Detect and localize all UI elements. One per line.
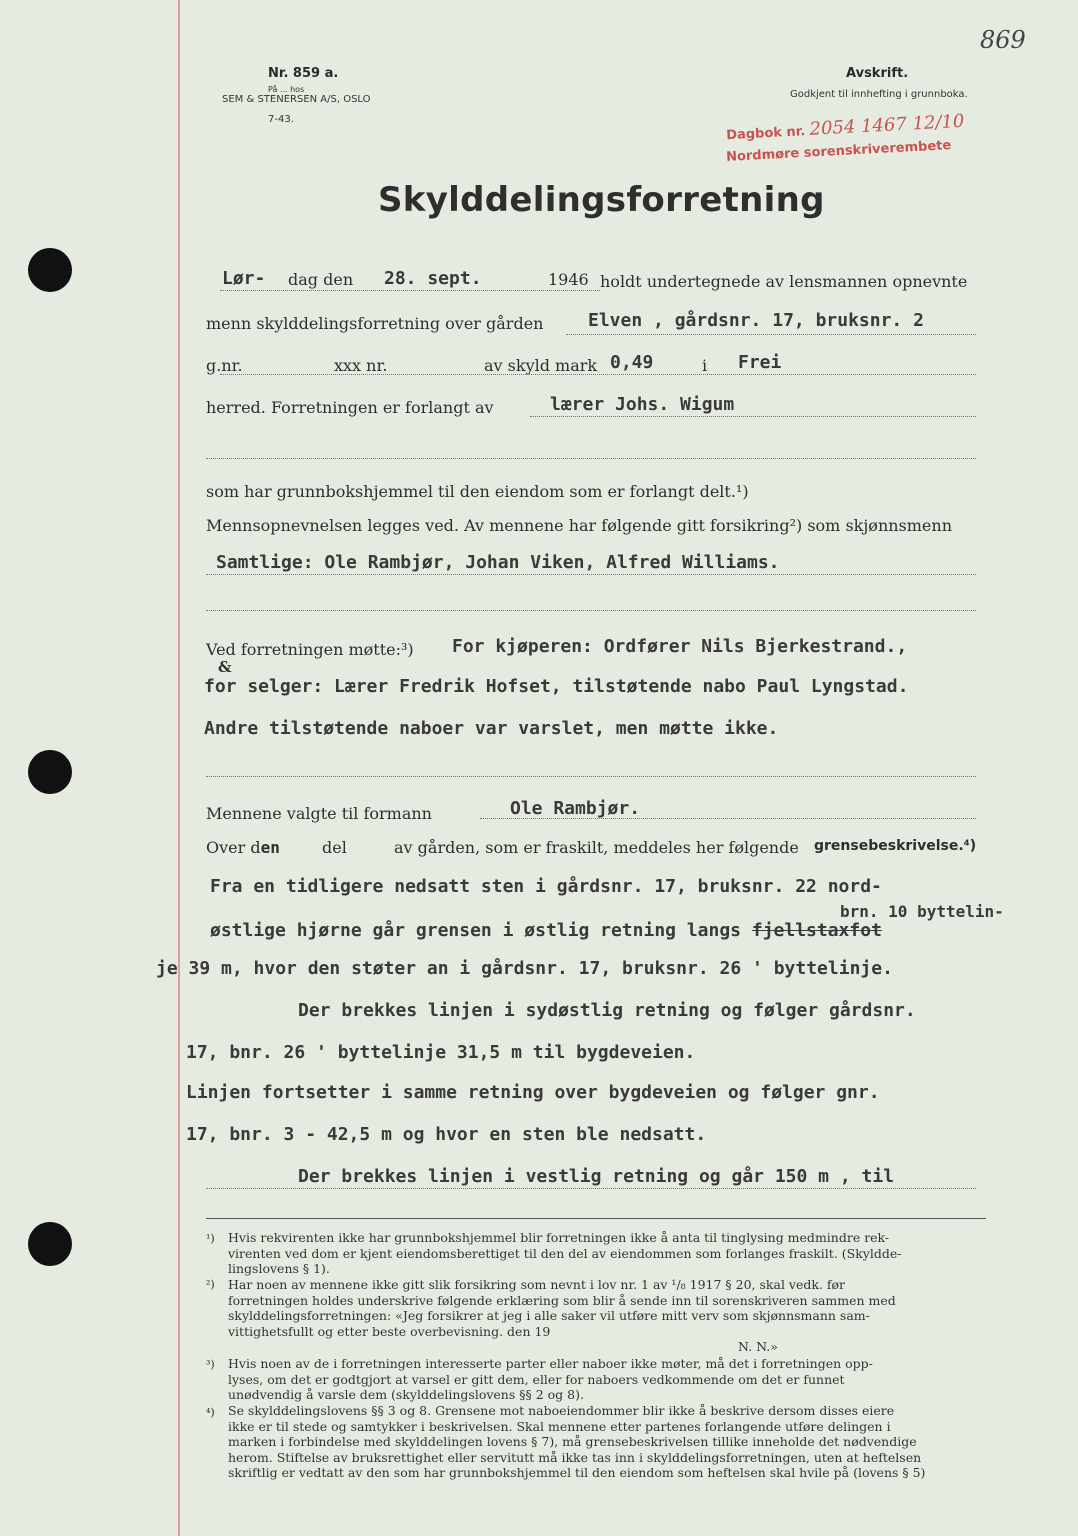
property-name: Elven , gårdsnr. 17, bruksnr. 2 xyxy=(588,310,924,331)
assessors-names: Samtlige: Ole Rambjør, Johan Viken, Alfred Williams. xyxy=(216,552,780,573)
boundary-line-3: je 39 m, hvor den støter an i gårdsnr. 17, bruksnr. 26 ' byttelinje. xyxy=(156,958,893,979)
day-prefix: Lør- xyxy=(222,268,266,289)
footnote-2-signature: N. N.» xyxy=(738,1339,778,1354)
footnote-2-line: Har noen av mennene ikke gitt slik forsikring som nevnt i lov nr. 1 av ¹/₈ 1917 § 20, skal vedk. før xyxy=(228,1277,846,1292)
footnote-mark-2: ²) xyxy=(206,1278,215,1291)
mennsopnevnelse-text: Mennsopnevnelsen legges ved. Av mennene har følgende gitt forsikring²) som skjønnsmenn xyxy=(206,516,953,535)
motte-label: Ved forretningen møtte:³) xyxy=(206,640,414,659)
print-date: 7-43. xyxy=(268,114,294,125)
footnote-4-line: Se skylddelingslovens §§ 3 og 8. Grensene mot naboeiendommer blir ikke å beskrive dersom disses eiere xyxy=(228,1403,895,1418)
dagbok-number: 2054 1467 12/10 xyxy=(809,110,965,140)
boundary-insert: brn. 10 byttelin- xyxy=(840,902,1004,921)
punch-hole xyxy=(28,750,72,794)
skyld-value: 0,49 xyxy=(610,352,654,373)
over-prefix: Over d xyxy=(206,838,261,857)
dag-den-label: dag den xyxy=(288,270,354,289)
form-number: Nr. 859 a. xyxy=(268,66,339,81)
footnote-mark-1: ¹) xyxy=(206,1232,215,1245)
punch-hole xyxy=(28,1222,72,1266)
chairman-name: Ole Rambjør. xyxy=(510,798,641,819)
place-name: Frei xyxy=(738,352,782,373)
footnote-1-line: Hvis rekvirenten ikke har grunnbokshjemmel blir forretningen ikke å anta til tinglysing medmindre rek- xyxy=(228,1230,890,1245)
fraskilt-text: av gården, som er fraskilt, meddeles her følgende xyxy=(394,838,799,857)
formann-label: Mennene valgte til formann xyxy=(206,804,432,823)
footnote-4-line: skriftlig er vedtatt av den som har grunnbokshjemmel til den eiendom som heftelsen skal hvile på (lovens § 5) xyxy=(228,1465,926,1480)
seller-line: for selger: Lærer Fredrik Hofset, tilstøtende nabo Paul Lyngstad. xyxy=(204,676,909,697)
document-title: Skylddelingsforretning xyxy=(378,180,825,220)
boundary-struck-word: fjellstaxfot xyxy=(751,920,882,941)
gnr-label: g.nr. xyxy=(206,356,243,375)
year-value: 1946 xyxy=(548,270,589,289)
footnote-2 xyxy=(228,1277,896,1355)
footnote-3-line: lyses, om det er godtgjort at varsel er gitt dem, eller for naboers vedkommende om det er funnet xyxy=(228,1371,845,1387)
over-typed: en xyxy=(260,838,280,857)
boundary-line-1: Fra en tidligere nedsatt sten i gårdsnr. 17, bruksnr. 22 nord- xyxy=(210,876,882,897)
grensebeskrivelse-label: grensebeskrivelse.⁴) xyxy=(814,838,977,854)
grunnbok-text: som har grunnbokshjemmel til den eiendom som er forlangt delt.¹) xyxy=(206,482,749,501)
i-label: i xyxy=(702,356,708,375)
avskrift-label: Avskrift. xyxy=(846,66,909,81)
buyer-representative: For kjøperen: Ordfører Nils Bjerkestrand., xyxy=(452,636,908,657)
opnevnte-text: holdt undertegnede av lensmannen opnevnte xyxy=(600,272,968,291)
footnote-4-line: marken i forbindelse med skylddelingen lovens § 7), må grensebeskrivelsen tillike inneholde det nødvendige xyxy=(228,1434,917,1449)
boundary-line-6: Linjen fortsetter i samme retning over bygdeveien og følger gnr. xyxy=(186,1082,880,1103)
ampersand-mark: & xyxy=(218,658,232,676)
boundary-line-7: 17, bnr. 3 - 42,5 m og hvor en sten ble nedsatt. xyxy=(186,1124,707,1145)
footnote-4-line: ikke er til stede og samtykker i beskrivelsen. Skal mennene etter partenes forlangende utføre delingen i xyxy=(228,1418,891,1434)
footnote-2-line: forretningen holdes underskrive følgende erklæring som blir å sende inn til sorenskriveren sammen med xyxy=(228,1292,896,1308)
footnote-3 xyxy=(228,1356,873,1403)
boundary-line-2 xyxy=(210,920,882,941)
footnote-3-line: unødvendig å varsle dem (skylddelingslovens §§ 2 og 8). xyxy=(228,1387,584,1402)
del-label: del xyxy=(322,838,347,857)
punch-hole xyxy=(28,248,72,292)
sorenskriver-stamp: Nordmøre sorenskriverembete xyxy=(725,138,952,165)
boundary-line-8: Der brekkes linjen i vestlig retning og går 150 m , til xyxy=(298,1166,895,1187)
footnote-separator xyxy=(206,1218,986,1219)
footnote-3-line: Hvis noen av de i forretningen interesserte parter eller naboer ikke møter, må det i forretningen opp- xyxy=(228,1356,873,1371)
page-number: 869 xyxy=(980,26,1026,54)
requester-name: lærer Johs. Wigum xyxy=(550,394,735,415)
boundary-line-5: 17, bnr. 26 ' byttelinje 31,5 m til bygdeveien. xyxy=(186,1042,696,1063)
skylddeling-text: menn skylddelingsforretning over gården xyxy=(206,314,544,333)
dagbok-prefix: Dagbok nr. xyxy=(725,124,806,144)
footnote-4-line: herom. Stiftelse av bruksrettighet eller servitutt må ikke tas inn i skylddelingsforretningen, uten at heftelsen xyxy=(228,1449,922,1465)
date-value: 28. sept. xyxy=(384,268,482,289)
publisher-line1: På ... hos xyxy=(268,85,305,94)
red-margin-line xyxy=(178,0,180,1536)
neighbors-line: Andre tilstøtende naboer var varslet, men møtte ikke. xyxy=(204,718,779,739)
herred-text: herred. Forretningen er forlangt av xyxy=(206,398,494,417)
footnote-mark-4: ⁴) xyxy=(206,1406,215,1419)
publisher-line2: SEM & STENERSEN A/S, OSLO xyxy=(222,94,371,105)
footnote-1 xyxy=(228,1230,901,1277)
godkjent-text: Godkjent til innhefting i grunnboka. xyxy=(790,89,968,100)
footnote-2-line: skylddelingsforretningen: «Jeg forsikrer at jeg i alle saker vil utføre mitt verv som skjønnsmann sam- xyxy=(228,1308,870,1323)
footnote-mark-3: ³) xyxy=(206,1358,215,1371)
footnote-4 xyxy=(228,1403,925,1481)
footnote-1-line: virenten ved dom er kjent eiendomsberettiget til den del av eiendommen som forlanges fraskilt. (Skyldde- xyxy=(228,1245,902,1261)
over-label xyxy=(206,838,280,857)
footnote-2-line: vittighetsfullt og etter beste overbevisning. den 19 xyxy=(228,1323,551,1339)
boundary-line-4: Der brekkes linjen i sydøstlig retning og følger gårdsnr. xyxy=(298,1000,916,1021)
boundary-line-2-text: østlige hjørne går grensen i østlig retning langs xyxy=(210,920,742,941)
skyld-label: av skyld mark xyxy=(484,356,598,375)
footnote-1-line: lingslovens § 1). xyxy=(228,1261,330,1276)
bnr-label: xxx nr. xyxy=(334,356,388,375)
